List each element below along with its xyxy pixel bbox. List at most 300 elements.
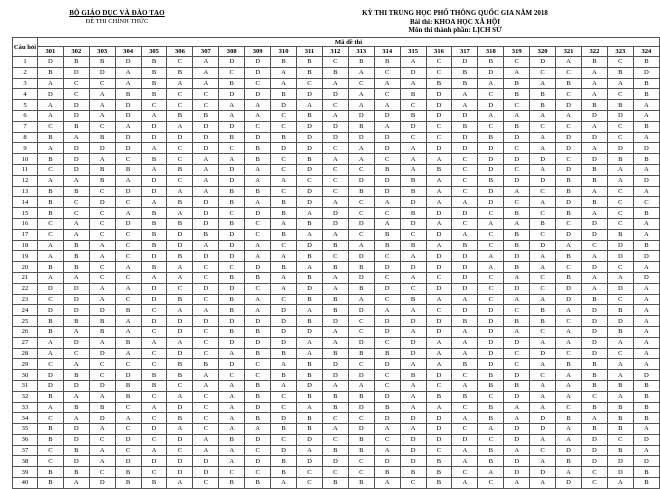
answer-cell: D bbox=[581, 456, 607, 467]
answer-cell: C bbox=[400, 229, 426, 240]
answer-cell: D bbox=[219, 337, 245, 348]
answer-cell: D bbox=[245, 57, 271, 68]
answer-cell: B bbox=[504, 89, 530, 100]
answer-cell: A bbox=[297, 208, 323, 219]
answer-cell: B bbox=[504, 262, 530, 273]
answer-cell: A bbox=[581, 283, 607, 294]
question-number: 37 bbox=[13, 445, 38, 456]
answer-cell: C bbox=[607, 218, 633, 229]
answer-cell: A bbox=[581, 89, 607, 100]
exam-code-header: 322 bbox=[581, 47, 607, 57]
answer-cell: D bbox=[89, 305, 115, 316]
answer-cell: B bbox=[426, 164, 452, 175]
answer-cell: B bbox=[322, 391, 348, 402]
answer-cell: C bbox=[271, 186, 297, 197]
table-row bbox=[13, 197, 660, 208]
answer-cell: D bbox=[348, 370, 374, 381]
answer-cell: D bbox=[245, 337, 271, 348]
answer-cell: B bbox=[581, 164, 607, 175]
question-number: 38 bbox=[13, 456, 38, 467]
answer-cell: A bbox=[348, 100, 374, 111]
answer-cell: B bbox=[426, 478, 452, 489]
answer-cell: B bbox=[37, 326, 63, 337]
answer-cell: C bbox=[426, 67, 452, 78]
answer-cell: A bbox=[556, 326, 582, 337]
answer-cell: D bbox=[322, 456, 348, 467]
answer-cell: C bbox=[167, 380, 193, 391]
answer-cell: B bbox=[556, 186, 582, 197]
question-number: 20 bbox=[13, 262, 38, 273]
answer-cell: B bbox=[400, 294, 426, 305]
answer-cell: A bbox=[297, 262, 323, 273]
answer-cell: B bbox=[297, 391, 323, 402]
answer-cell: D bbox=[581, 305, 607, 316]
answer-cell: C bbox=[400, 478, 426, 489]
answer-cell: A bbox=[478, 467, 504, 478]
answer-cell: D bbox=[581, 262, 607, 273]
answer-cell: C bbox=[426, 445, 452, 456]
answer-cell: A bbox=[271, 78, 297, 89]
answer-cell: D bbox=[348, 337, 374, 348]
answer-cell: B bbox=[141, 154, 167, 165]
answer-cell: C bbox=[322, 467, 348, 478]
answer-cell: D bbox=[374, 175, 400, 186]
answer-cell: B bbox=[37, 132, 63, 143]
answer-cell: B bbox=[89, 175, 115, 186]
answer-cell: C bbox=[167, 445, 193, 456]
question-number: 14 bbox=[13, 197, 38, 208]
exam-code-header: 308 bbox=[219, 47, 245, 57]
answer-cell: A bbox=[89, 240, 115, 251]
answer-cell: B bbox=[322, 305, 348, 316]
answer-cell: D bbox=[633, 67, 659, 78]
answer-cell: D bbox=[426, 434, 452, 445]
answer-cell: D bbox=[556, 283, 582, 294]
answer-cell: D bbox=[271, 413, 297, 424]
answer-cell: D bbox=[478, 305, 504, 316]
answer-cell: C bbox=[245, 121, 271, 132]
answer-cell: D bbox=[607, 316, 633, 327]
answer-cell: A bbox=[219, 413, 245, 424]
answer-cell: B bbox=[167, 413, 193, 424]
answer-cell: A bbox=[633, 359, 659, 370]
table-row bbox=[13, 305, 660, 316]
answer-cell: C bbox=[530, 370, 556, 381]
answer-cell: C bbox=[504, 100, 530, 111]
answer-cell: C bbox=[37, 456, 63, 467]
answer-cell: D bbox=[400, 445, 426, 456]
answer-cell: B bbox=[322, 294, 348, 305]
answer-cell: D bbox=[63, 380, 89, 391]
table-row bbox=[13, 164, 660, 175]
answer-cell: D bbox=[115, 370, 141, 381]
answer-cell: C bbox=[607, 434, 633, 445]
answer-cell: D bbox=[478, 337, 504, 348]
answer-cell: A bbox=[633, 262, 659, 273]
answer-cell: D bbox=[167, 132, 193, 143]
answer-cell: C bbox=[89, 78, 115, 89]
answer-cell: B bbox=[607, 229, 633, 240]
answer-cell: B bbox=[322, 240, 348, 251]
answer-cell: A bbox=[607, 391, 633, 402]
answer-cell: D bbox=[452, 208, 478, 219]
exam-code-header: 304 bbox=[115, 47, 141, 57]
answer-cell: C bbox=[478, 208, 504, 219]
question-number: 33 bbox=[13, 402, 38, 413]
question-number: 31 bbox=[13, 380, 38, 391]
answer-cell: D bbox=[37, 305, 63, 316]
answer-cell: C bbox=[297, 175, 323, 186]
exam-code-header: 311 bbox=[297, 47, 323, 57]
answer-cell: A bbox=[63, 359, 89, 370]
answer-cell: A bbox=[89, 424, 115, 435]
answer-cell: A bbox=[348, 154, 374, 165]
answer-cell: C bbox=[452, 424, 478, 435]
answer-cell: A bbox=[374, 78, 400, 89]
table-row bbox=[13, 413, 660, 424]
answer-cell: B bbox=[633, 467, 659, 478]
answer-cell: B bbox=[374, 348, 400, 359]
header-right bbox=[330, 9, 580, 35]
answer-cell: A bbox=[400, 359, 426, 370]
answer-cell: B bbox=[37, 67, 63, 78]
answer-cell: B bbox=[63, 57, 89, 68]
answer-cell: C bbox=[219, 262, 245, 273]
answer-cell: D bbox=[219, 175, 245, 186]
answer-cell: D bbox=[322, 89, 348, 100]
answer-cell: D bbox=[219, 240, 245, 251]
answer-cell: B bbox=[426, 78, 452, 89]
answer-cell: D bbox=[89, 478, 115, 489]
answer-cell: B bbox=[581, 175, 607, 186]
answer-cell: C bbox=[245, 445, 271, 456]
table-row bbox=[13, 337, 660, 348]
answer-cell: C bbox=[193, 348, 219, 359]
answer-cell: B bbox=[530, 100, 556, 111]
answer-cell: A bbox=[219, 110, 245, 121]
answer-cell: A bbox=[63, 175, 89, 186]
answer-cell: A bbox=[167, 391, 193, 402]
answer-cell: B bbox=[297, 316, 323, 327]
answer-cell: A bbox=[193, 57, 219, 68]
answer-cell: A bbox=[607, 272, 633, 283]
answer-cell: D bbox=[400, 348, 426, 359]
answer-cell: D bbox=[504, 391, 530, 402]
answer-cell: B bbox=[219, 326, 245, 337]
answer-cell: D bbox=[245, 132, 271, 143]
answer-cell: A bbox=[63, 229, 89, 240]
answer-cell: A bbox=[374, 197, 400, 208]
answer-cell: D bbox=[115, 434, 141, 445]
question-number: 21 bbox=[13, 272, 38, 283]
exam-code-header: 302 bbox=[63, 47, 89, 57]
answer-cell: A bbox=[374, 424, 400, 435]
answer-cell: B bbox=[633, 89, 659, 100]
answer-cell: A bbox=[322, 380, 348, 391]
answer-cell: D bbox=[478, 359, 504, 370]
answer-cell: A bbox=[219, 154, 245, 165]
answer-cell: B bbox=[607, 305, 633, 316]
answer-cell: A bbox=[141, 110, 167, 121]
answer-cell: D bbox=[374, 413, 400, 424]
answer-cell: B bbox=[63, 370, 89, 381]
table-row bbox=[13, 294, 660, 305]
answer-cell: C bbox=[219, 467, 245, 478]
answer-cell: D bbox=[374, 186, 400, 197]
answer-cell: B bbox=[115, 391, 141, 402]
answer-cell: C bbox=[115, 251, 141, 262]
answer-cell: A bbox=[167, 78, 193, 89]
answer-cell: D bbox=[193, 456, 219, 467]
table-row bbox=[13, 380, 660, 391]
answer-cell: D bbox=[89, 348, 115, 359]
answer-cell: C bbox=[37, 445, 63, 456]
answer-cell: A bbox=[400, 78, 426, 89]
answer-cell: B bbox=[452, 240, 478, 251]
answer-cell: D bbox=[374, 283, 400, 294]
answer-cell: D bbox=[633, 251, 659, 262]
answer-cell: A bbox=[607, 478, 633, 489]
answer-cell: C bbox=[374, 380, 400, 391]
answer-cell: D bbox=[478, 164, 504, 175]
answer-cell: D bbox=[504, 370, 530, 381]
answer-cell: C bbox=[193, 424, 219, 435]
exam-code-header: 310 bbox=[271, 47, 297, 57]
answer-cell: B bbox=[245, 478, 271, 489]
answer-cell: B bbox=[322, 262, 348, 273]
answer-cell: B bbox=[478, 402, 504, 413]
question-number: 29 bbox=[13, 359, 38, 370]
answer-cell: B bbox=[581, 402, 607, 413]
answer-cell: A bbox=[426, 294, 452, 305]
answer-cell: C bbox=[271, 434, 297, 445]
answer-cell: A bbox=[141, 402, 167, 413]
answer-cell: C bbox=[400, 100, 426, 111]
answer-cell: B bbox=[89, 132, 115, 143]
answer-cell: C bbox=[504, 348, 530, 359]
answer-cell: C bbox=[245, 78, 271, 89]
answer-cell: A bbox=[219, 445, 245, 456]
answer-cell: A bbox=[556, 370, 582, 381]
answer-cell: C bbox=[193, 391, 219, 402]
answer-cell: A bbox=[271, 67, 297, 78]
answer-cell: B bbox=[581, 57, 607, 68]
answer-cell: B bbox=[504, 240, 530, 251]
answer-cell: B bbox=[322, 445, 348, 456]
answer-cell: C bbox=[478, 294, 504, 305]
answer-cell: D bbox=[63, 337, 89, 348]
answer-cell: A bbox=[271, 478, 297, 489]
answer-cell: B bbox=[219, 305, 245, 316]
answer-cell: B bbox=[581, 197, 607, 208]
answer-cell: D bbox=[297, 326, 323, 337]
answer-cell: A bbox=[556, 110, 582, 121]
answer-cell: C bbox=[426, 57, 452, 68]
answer-cell: D bbox=[115, 100, 141, 111]
answer-cell: A bbox=[245, 251, 271, 262]
answer-cell: B bbox=[271, 197, 297, 208]
answer-cell: A bbox=[452, 348, 478, 359]
answer-cell: B bbox=[297, 359, 323, 370]
answer-cell: D bbox=[141, 186, 167, 197]
answer-cell: D bbox=[89, 380, 115, 391]
answer-cell: A bbox=[322, 229, 348, 240]
table-row bbox=[13, 143, 660, 154]
answer-cell: C bbox=[607, 57, 633, 68]
answer-cell: D bbox=[322, 316, 348, 327]
answer-cell: C bbox=[245, 359, 271, 370]
answer-cell: A bbox=[633, 132, 659, 143]
answer-cell: D bbox=[374, 359, 400, 370]
answer-cell: D bbox=[193, 208, 219, 219]
answer-cell: B bbox=[556, 78, 582, 89]
question-column-header: Câu hỏi bbox=[13, 38, 38, 57]
answer-cell: D bbox=[452, 57, 478, 68]
answer-cell: D bbox=[581, 132, 607, 143]
answer-cell: A bbox=[556, 305, 582, 316]
answer-cell: A bbox=[271, 380, 297, 391]
answer-cell: D bbox=[348, 132, 374, 143]
answer-cell: B bbox=[607, 380, 633, 391]
answer-cell: D bbox=[63, 100, 89, 111]
answer-cell: B bbox=[271, 348, 297, 359]
answer-cell: C bbox=[426, 132, 452, 143]
answer-cell: B bbox=[348, 186, 374, 197]
answer-cell: C bbox=[426, 305, 452, 316]
answer-cell: D bbox=[478, 316, 504, 327]
answer-cell: B bbox=[245, 143, 271, 154]
answer-cell: C bbox=[115, 445, 141, 456]
table-row bbox=[13, 57, 660, 68]
answer-cell: D bbox=[504, 456, 530, 467]
answer-cell: B bbox=[556, 272, 582, 283]
answer-cell: A bbox=[297, 348, 323, 359]
answer-cell: D bbox=[400, 67, 426, 78]
answer-cell: D bbox=[37, 380, 63, 391]
answer-cell: C bbox=[400, 283, 426, 294]
answer-cell: D bbox=[426, 370, 452, 381]
answer-cell: D bbox=[426, 262, 452, 273]
answer-cell: C bbox=[89, 262, 115, 273]
answer-cell: C bbox=[478, 229, 504, 240]
question-number: 16 bbox=[13, 218, 38, 229]
answer-cell: C bbox=[530, 67, 556, 78]
answer-cell: C bbox=[89, 467, 115, 478]
answer-cell: A bbox=[607, 359, 633, 370]
answer-cell: D bbox=[581, 229, 607, 240]
answer-cell: D bbox=[607, 251, 633, 262]
answer-cell: B bbox=[400, 186, 426, 197]
answer-cell: B bbox=[63, 251, 89, 262]
answer-cell: A bbox=[478, 110, 504, 121]
answer-cell: A bbox=[504, 186, 530, 197]
answer-cell: A bbox=[478, 262, 504, 273]
answer-cell: D bbox=[63, 110, 89, 121]
answer-cell: D bbox=[581, 337, 607, 348]
answer-cell: D bbox=[271, 445, 297, 456]
answer-cell: D bbox=[63, 283, 89, 294]
question-number: 19 bbox=[13, 251, 38, 262]
answer-cell: C bbox=[245, 370, 271, 381]
answer-cell: D bbox=[504, 467, 530, 478]
answer-cell: C bbox=[374, 337, 400, 348]
answer-cell: D bbox=[374, 132, 400, 143]
answer-cell: C bbox=[530, 121, 556, 132]
answer-cell: B bbox=[607, 413, 633, 424]
answer-cell: A bbox=[400, 143, 426, 154]
answer-cell: D bbox=[89, 197, 115, 208]
answer-cell: B bbox=[530, 218, 556, 229]
answer-cell: A bbox=[219, 402, 245, 413]
answer-cell: B bbox=[607, 326, 633, 337]
answer-cell: A bbox=[633, 218, 659, 229]
answer-cell: A bbox=[115, 326, 141, 337]
answer-cell: D bbox=[193, 121, 219, 132]
answer-cell: D bbox=[115, 143, 141, 154]
answer-cell: A bbox=[452, 337, 478, 348]
answer-cell: A bbox=[530, 197, 556, 208]
answer-cell: C bbox=[37, 413, 63, 424]
answer-cell: A bbox=[478, 218, 504, 229]
answer-cell: C bbox=[167, 283, 193, 294]
answer-cell: C bbox=[478, 478, 504, 489]
answer-cell: A bbox=[219, 348, 245, 359]
answer-cell: D bbox=[89, 67, 115, 78]
answer-cell: B bbox=[633, 57, 659, 68]
exam-code-header: 318 bbox=[478, 47, 504, 57]
answer-cell: A bbox=[633, 305, 659, 316]
answer-cell: B bbox=[167, 370, 193, 381]
answer-cell: A bbox=[530, 456, 556, 467]
answer-cell: C bbox=[530, 283, 556, 294]
answer-cell: C bbox=[115, 424, 141, 435]
answer-cell: B bbox=[348, 391, 374, 402]
answer-cell: B bbox=[426, 467, 452, 478]
answer-cell: C bbox=[348, 456, 374, 467]
table-row bbox=[13, 251, 660, 262]
answer-cell: B bbox=[607, 100, 633, 111]
answer-cell: A bbox=[374, 100, 400, 111]
answer-cell: B bbox=[348, 434, 374, 445]
answer-cell: D bbox=[245, 434, 271, 445]
answer-cell: C bbox=[426, 272, 452, 283]
answer-cell: D bbox=[322, 370, 348, 381]
answer-cell: D bbox=[607, 467, 633, 478]
answer-cell: A bbox=[322, 326, 348, 337]
answer-cell: D bbox=[63, 305, 89, 316]
answer-cell: B bbox=[297, 67, 323, 78]
answer-cell: A bbox=[504, 218, 530, 229]
answer-cell: C bbox=[193, 262, 219, 273]
answer-cell: A bbox=[400, 402, 426, 413]
answer-cell: B bbox=[167, 164, 193, 175]
answer-cell: B bbox=[297, 154, 323, 165]
answer-cell: C bbox=[504, 305, 530, 316]
answer-cell: A bbox=[348, 89, 374, 100]
exam-code-header: 319 bbox=[504, 47, 530, 57]
answer-cell: D bbox=[426, 326, 452, 337]
answer-cell: B bbox=[556, 456, 582, 467]
table-row bbox=[13, 445, 660, 456]
answer-cell: C bbox=[219, 67, 245, 78]
answer-cell: C bbox=[374, 67, 400, 78]
answer-cell: B bbox=[297, 251, 323, 262]
answer-cell: C bbox=[348, 208, 374, 219]
answer-cell: B bbox=[115, 380, 141, 391]
answer-cell: A bbox=[193, 164, 219, 175]
answer-cell: A bbox=[167, 272, 193, 283]
answer-cell: D bbox=[478, 67, 504, 78]
